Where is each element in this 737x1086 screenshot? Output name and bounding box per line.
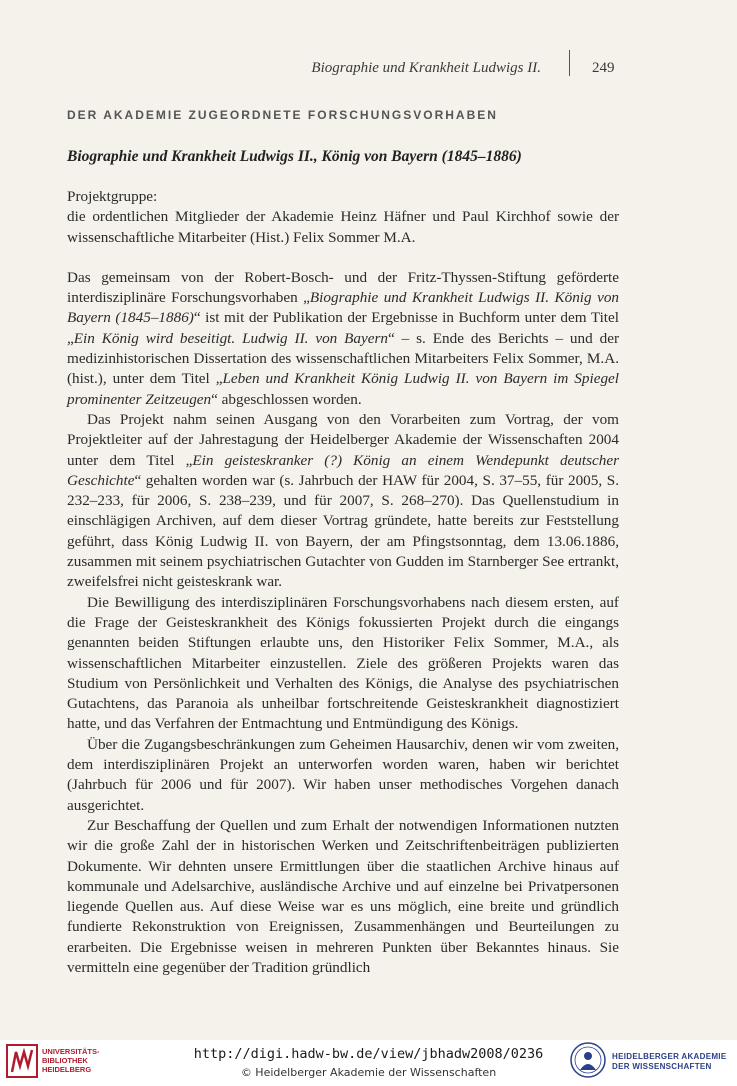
- italic-title: Ein König wird beseitigt. Ludwig II. von Bayern: [73, 329, 389, 347]
- permalink-url[interactable]: http://digi.hadw-bw.de/view/jbhadw2008/0236: [193, 1046, 544, 1062]
- academy-seal-icon[interactable]: [570, 1042, 606, 1078]
- page-number: 249: [592, 60, 615, 76]
- paragraph-origin: Das Projekt nahm seinen Ausgang von den Vorarbeiten zum Vortrag, der vom Projektleiter auf der Jahrestagung der Heidelberger Akademie der Wissenschaften 2004 unter dem Titel „Ein geisteskranker (?) König an einem Wendepunkt deutscher Geschichte“ gehalten worden war (s. Jahrbuch der HAW für 2004, S. 37–55, für 2005, S. 232–233, für 2006, S. 238–239, und für 2007, S. 268–270). Das Quellenstudium in einschlägigen Archiven, auf dem dieser Vortrag gründete, hatte bereits zur Feststellung geführt, dass König Ludwig II. von Bayern, der am Pfingstsonntag, dem 13.06.1886, zusammen mit seinem psychiatrischen Gutachter von Gudden im Starnberger See ertrankt, zweifelsfrei nicht geisteskrank war.: [67, 410, 619, 591]
- paragraph-intro: Das gemeinsam von der Robert-Bosch- und der Fritz-Thyssen-Stiftung geförderte interdisziplinäre Forschungsvorhaben „Biographie und Krankheit Ludwigs II. König von Bayern (1845–1886)“ ist mit der Publikation der Ergebnisse in Buchform unter dem Titel „Ein König wird beseitigt. Ludwig II. von Bayern“ – s. Ende des Berichts – und der medizinhistorischen Dissertation des wissenschaftlichen Mitarbeiters Felix Sommer, M.A. (hist.), unter dem Titel „Leben und Krankheit König Ludwig II. von Bayern im Spiegel prominenter Zeitzeugen“ abgeschlossen worden.: [67, 268, 620, 408]
- header-divider: [569, 50, 570, 76]
- italic-title: Ein geisteskranker (?) König an einem Wendepunkt deutscher Geschichte: [67, 451, 619, 489]
- italic-title: Leben und Krankheit König Ludwig II. von Bayern im Spiegel prominenter Zeitzeugen: [67, 370, 619, 408]
- academy-name: HEIDELBERGER AKADEMIE DER WISSENSCHAFTEN: [612, 1052, 727, 1071]
- italic-title: Biographie und Krankheit Ludwigs II. König von Bayern (1845–1886): [67, 289, 620, 327]
- project-group-label: Projektgruppe:: [67, 188, 158, 205]
- paragraph-access: Über die Zugangsbeschränkungen zum Geheimen Hausarchiv, denen wir vom zweiten, dem interdisziplinären Projekt an unterworfen worden waren, haben wir berichtet (Jahrbuch für 2006 und für 2007). Wir haben unser methodisches Vorgehen danach ausgerichtet.: [67, 735, 619, 814]
- copyright-notice: © Heidelberger Akademie der Wissenschaften: [240, 1066, 497, 1079]
- university-library-name: UNIVERSITÄTS- BIBLIOTHEK HEIDELBERG: [42, 1047, 100, 1074]
- paragraph-sources: Zur Beschaffung der Quellen und zum Erhalt der notwendigen Informationen nutzten wir die große Zahl der in historischen Werken und Zeitschriftenbeiträgen publizierten Dokumente. Wir dehnten unsere Ermittlungen über die staatlichen Archive hinaus auf kommunale und Adelsarchive, ausländische Archive und auf einzelne bei Privatpersonen liegende Quellen aus. Auf diese Weise war es uns möglich, eine breite und gründlich fundierte Rekonstruktion von Ereignissen, Zusammenhängen und Beurteilungen zu erarbeiten. Die Ergebnisse weisen in mehreren Punkten über Bekanntes hinaus. Sie vermitteln eine gegenüber der Tradition gründlich: [67, 816, 619, 976]
- running-title: Biographie und Krankheit Ludwigs II.: [311, 60, 541, 76]
- project-title: Biographie und Krankheit Ludwigs II., König von Bayern (1845–1886): [67, 148, 522, 165]
- paragraph-project-group: [67, 187, 619, 248]
- section-heading: DER AKADEMIE ZUGEORDNETE FORSCHUNGSVORHABEN: [67, 108, 498, 122]
- paragraph-approval: Die Bewilligung des interdisziplinären Forschungsvorhabens nach diesem ersten, auf die Frage der Geisteskrankheit des Königs fokussierten Projekt durch die eingangs genannten beiden Stiftungen erlaubte uns, den Historiker Felix Sommer, M.A., als wissenschaftlichen Mitarbeiter einzustellen. Ziele des größeren Projekts waren das Studium von Persönlichkeit und Verhalten des Königs, die Analyse des psychiatrischen Gutachtens, das Paranoia als unheilbar fortschreitende Geisteskrankheit diagnostiziert hatte, und das Verfahren der Entmachtung und Entmündigung des Königs.: [67, 593, 619, 733]
- body-text: [67, 187, 619, 978]
- project-group-members: die ordentlichen Mitglieder der Akademie Heinz Häfner und Paul Kirchhof sowie der wissenschaftliche Mitarbeiter (Hist.) Felix Sommer M.A.: [67, 208, 619, 246]
